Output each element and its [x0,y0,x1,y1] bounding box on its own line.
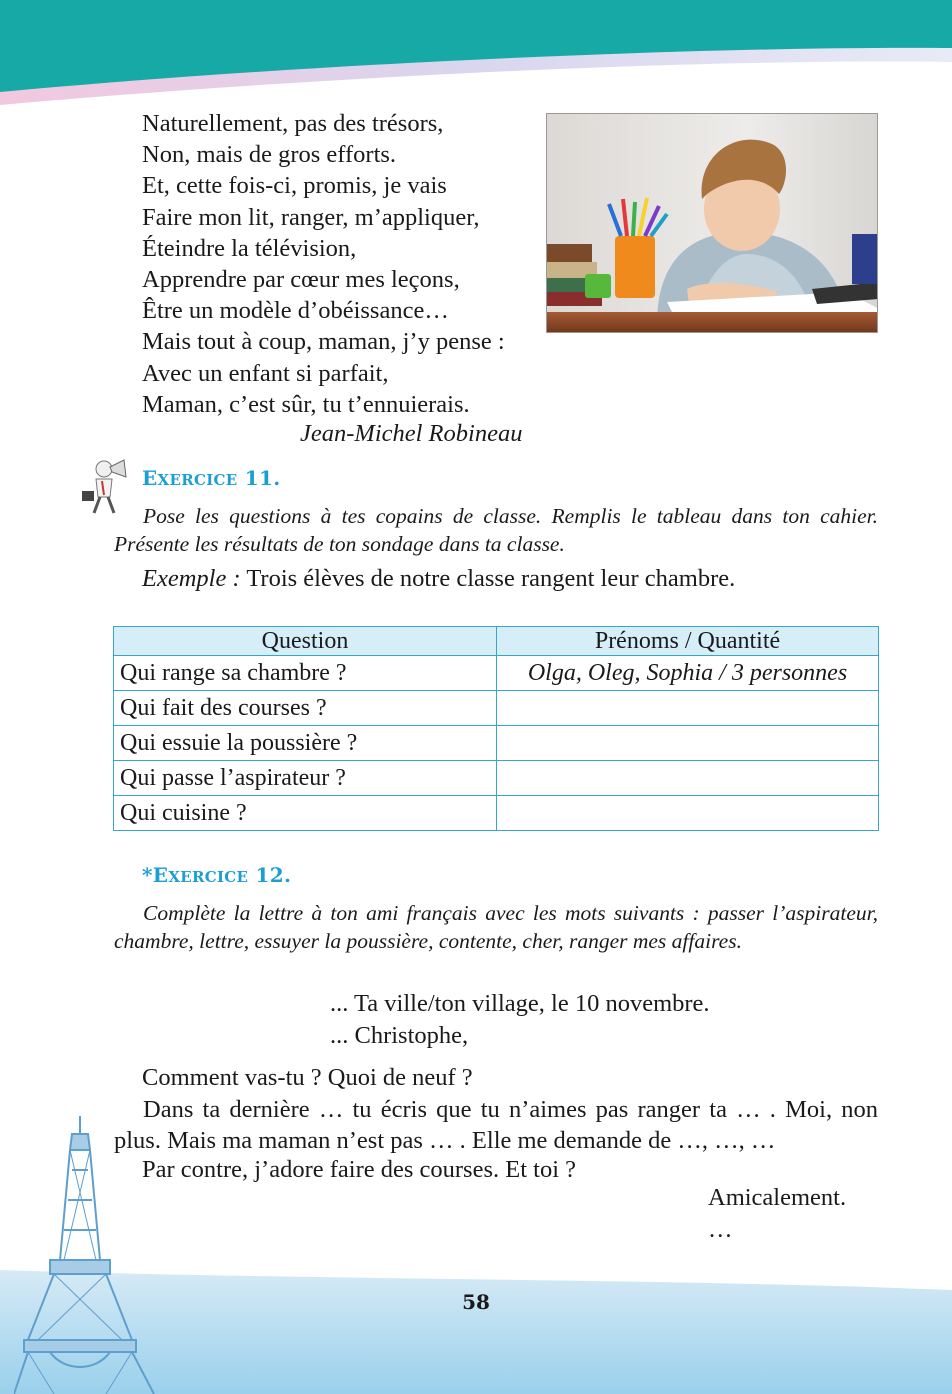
letter-line-1: Comment vas-tu ? Quoi de neuf ? [142,1064,473,1091]
letter-line-3: Par contre, j’adore faire des courses. Et toi ? [142,1156,577,1183]
poem-line: Et, cette fois-ci, promis, je vais [142,172,447,200]
answer-cell: Olga, Oleg, Sophia / 3 personnes [497,656,879,691]
header-question: Question [114,627,497,656]
poem-line: Maman, c’est sûr, tu t’ennuierais. [142,390,470,418]
poem-line: Apprendre par cœur mes leçons, [142,266,460,294]
top-decorative-band [0,0,952,118]
poem-line: Non, mais de gros efforts. [142,141,397,169]
example-label: Exemple : [142,565,241,592]
poem [142,108,505,420]
poem-author: Jean-Michel Robineau [300,420,523,447]
title-initial: E [142,466,158,490]
answer-cell [497,726,879,761]
exercise-11-example [142,565,735,593]
poem-line: Avec un enfant si parfait, [142,359,389,387]
eiffel-tower-icon [14,1110,164,1394]
question-cell: Qui essuie la poussière ? [114,726,497,761]
answer-cell [497,691,879,726]
question-cell: Qui cuisine ? [114,796,497,831]
question-cell: Qui fait des courses ? [114,691,497,726]
table-row [114,691,879,726]
exercise-12-instruction [114,900,878,955]
exercise-11-instruction [114,503,878,558]
title-number: 12. [255,863,292,887]
table-row [114,761,879,796]
table-row [114,656,879,691]
header-names-quantity: Prénoms / Quantité [497,627,879,656]
letter-signature: … [708,1216,733,1243]
title-rest: XERCICE [157,471,238,489]
table-header-row [114,627,879,656]
exercise-11-title [142,466,280,490]
example-text: Trois élèves de notre classe rangent leur chambre. [246,565,736,592]
poem-line: Être un modèle d’obéissance… [142,297,449,325]
poem-line: Faire mon lit, ranger, m’appliquer, [142,203,480,231]
letter-closing: Amicalement. [708,1184,847,1211]
letter-salutation: ... Christophe, [330,1022,469,1049]
question-cell: Qui passe l’aspirateur ? [114,761,497,796]
survey-table [113,626,879,831]
instruction-text: Complète la lettre à ton ami français avec les mots suivants : passer l’aspirateur, chambre, lettre, essuyer la poussière, contente, cher, ranger mes affaires. [114,901,878,953]
photo-boy-studying [546,113,878,333]
exercise-12-title [142,863,291,887]
answer-cell [497,796,879,831]
paragraph-text: Dans ta dernière … tu écris que tu n’aimes pas ranger ta … . Moi, non plus. Mais ma maman n’est pas … . Elle me demande de …, …, … [114,1096,878,1154]
title-star: * [142,863,153,887]
title-initial: E [152,863,169,887]
poem-line: Naturellement, pas des trésors, [142,110,444,137]
title-rest: XERCICE [168,868,249,886]
table-row [114,796,879,831]
title-number: 11. [244,466,281,490]
question-cell: Qui range sa chambre ? [114,656,497,691]
answer-cell [497,761,879,796]
page-number: 58 [462,1290,490,1314]
instruction-text: Pose les questions à tes copains de classe. Remplis le tableau dans ton cahier. Présente les résultats de ton sondage dans ta classe. [114,504,878,556]
letter-place-date: ... Ta ville/ton village, le 10 novembre. [330,990,710,1017]
poem-line: Mais tout à coup, maman, j’y pense : [142,328,505,356]
table-row [114,726,879,761]
letter-paragraph [114,1094,878,1156]
boy-studying-illustration [547,114,878,333]
poem-line: Éteindre la télévision, [142,234,357,262]
